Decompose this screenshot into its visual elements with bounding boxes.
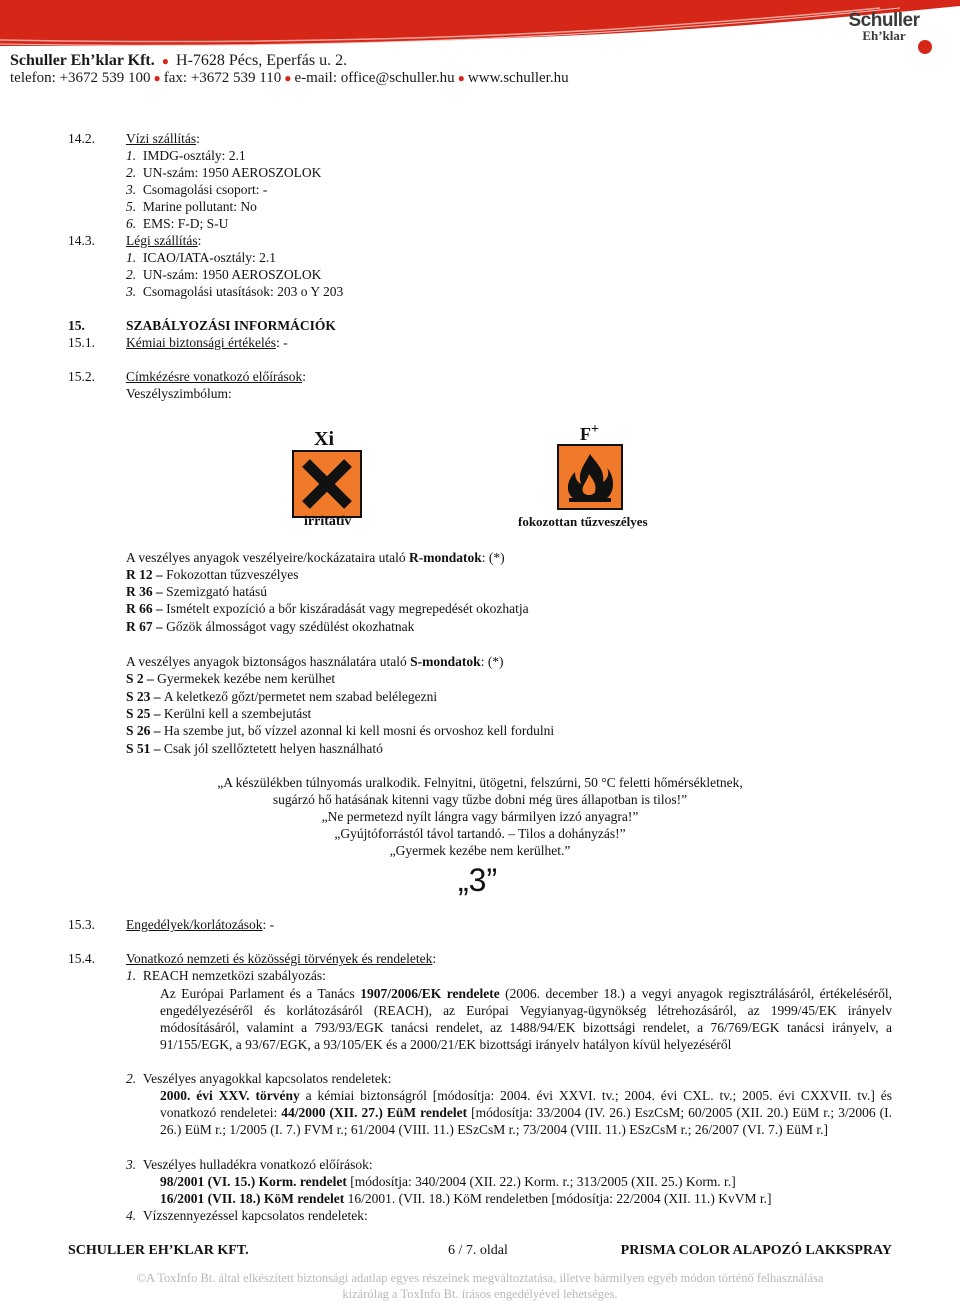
section-number: 14.2.	[68, 131, 95, 146]
r-phrase: R 36 – Szemizgató hatású	[126, 584, 267, 599]
list-item: 3. Veszélyes hulladékra vonatkozó előírások:	[126, 1157, 373, 1172]
bullet-icon: ●	[161, 54, 170, 68]
r-phrase: R 67 – Gőzök álmosságot vagy szédülést okozhatnak	[126, 619, 415, 634]
symbol-code: F+	[580, 422, 599, 444]
flame-icon	[557, 444, 623, 510]
section-number: 15.	[68, 318, 85, 333]
list-item: 2. Veszélyes anyagokkal kapcsolatos rendeletek:	[126, 1071, 392, 1086]
list-item: 6. EMS: F-D; S-U	[126, 216, 229, 231]
list-item: 1. IMDG-osztály: 2.1	[126, 148, 246, 163]
section-number: 15.3.	[68, 917, 95, 932]
warning-note: „Gyermek kezébe nem kerülhet.”	[389, 843, 571, 858]
page-number: 6 / 7. oldal	[448, 1243, 508, 1258]
s-phrase: S 26 – Ha szembe jut, bő vízzel azonnal ki kell mosni és orvoshoz kell fordulni	[126, 723, 555, 738]
r-phrase: R 12 – Fokozottan tűzveszélyes	[126, 567, 299, 582]
s-phrase: S 2 – Gyermekek kezébe nem kerülhet	[126, 671, 336, 686]
page-header	[0, 0, 960, 95]
fax: fax: +3672 539 110	[163, 70, 282, 86]
section-number: 15.1.	[68, 335, 95, 350]
section-title: Engedélyek/korlátozások: -	[126, 917, 275, 932]
email: e-mail: office@schuller.hu	[294, 70, 455, 86]
section-title: Kémiai biztonsági értékelés: -	[126, 335, 288, 350]
section-title: Légi szállítás:	[126, 233, 202, 248]
logo-line1: Schuller	[848, 10, 920, 31]
company-line	[10, 52, 347, 70]
list-item: 2. UN-szám: 1950 AEROSZOLOK	[126, 267, 322, 282]
warning-note: sugárzó hő hatásának kitenni vagy tűzbe dobni még üres állapotban is tilos!”	[272, 792, 688, 807]
list-item: 5. Marine pollutant: No	[126, 199, 257, 214]
section-title: Vízi szállítás:	[126, 131, 200, 146]
list-item: 1. ICAO/IATA-osztály: 2.1	[126, 250, 277, 265]
section-title: Vonatkozó nemzeti és közösségi törvények és rendeletek:	[126, 951, 437, 966]
bullet-icon: ●	[457, 71, 465, 85]
s-phrases-intro: A veszélyes anyagok biztonságos használatára utaló S-mondatok: (*)	[126, 654, 504, 669]
aerosol-mark: „3”	[458, 862, 498, 898]
section-title: Címkézésre vonatkozó előírások:	[126, 369, 306, 384]
waste-regulation: 98/2001 (VI. 15.) Korm. rendelet [módosítja: 340/2004 (XII. 22.) Korm. r.; 313/2005 (XII. 25.) Korm. r.]	[160, 1174, 736, 1189]
company-address: H-7628 Pécs, Eperfás u. 2.	[176, 52, 348, 69]
r-phrases-intro: A veszélyes anyagok veszélyeire/kockázataira utaló R-mondatok: (*)	[126, 550, 505, 565]
copyright-notice: ©A ToxInfo Bt. által elkészített biztonsági adatlap egyes részeinek megváltoztatása, illetve bármilyen egyéb módon történő felhasználása kizárólag a ToxInfo Bt. írásos engedélyével lehetséges.	[136, 1271, 824, 1301]
hazardous-substances-paragraph: 2000. évi XXV. törvény a kémiai biztonságról [módosítja: 2004. évi XXVI. tv.; 2004. évi CXL. tv.; 2005. évi CXXVII. tv.] és vonatkozó rendeletei: 44/2000 (XII. 27.) EüM rendelet [módosítja: 33/2004 (IV. 26.) EszCsM; 60/2005 (XII. 20.) EüM r.; 3/2006 (I. 26.) EüM r.; 1/2005 (I. 7.) FVM r.; 61/2004 (VIII. 11.) ESzCsM r.; 73/2004 (VIII. 11.) ESzCsM r.; 26/2007 (VI. 7.) EüM r.]	[160, 1088, 892, 1137]
list-item: 3. Csomagolási utasítások: 203 o Y 203	[126, 284, 344, 299]
footer-product: PRISMA COLOR ALAPOZÓ LAKKSPRAY	[620, 1243, 892, 1258]
symbol-name: fokozottan tűzveszélyes	[518, 514, 648, 529]
warning-note: „Gyújtóforrástól távol tartandó. – Tilos a dohányzás!”	[334, 826, 626, 841]
s-phrase: S 25 – Kerülni kell a szembejutást	[126, 706, 312, 721]
symbol-label: Veszélyszimbólum:	[126, 386, 232, 401]
list-item: 4. Vízszennyezéssel kapcsolatos rendeletek:	[126, 1208, 368, 1223]
reach-paragraph: Az Európai Parlament és a Tanács 1907/2006/EK rendelete (2006. december 18.) a vegyi anyagok regisztrálásáról, értékeléséről, engedélyezéséről és korlátozásáról (REACH), az Európai Vegyianyag-ügynökség létrehozásáról, az 1999/45/EK irányelv módosításáról, valamint a 793/93/EGK tanácsi rendelet, az 1488/94/EK bizottsági rendelet, a 76/769/EGK tanácsi irányelv, a 91/155/EGK, a 93/67/EGK, a 93/105/EK és a 2000/21/EK bizottsági irányelv hatályon kívül helyezéséről	[160, 986, 892, 1052]
phone: telefon: +3672 539 100	[10, 70, 151, 86]
logo-line2: Eh’klar	[862, 28, 906, 43]
list-item: 3. Csomagolási csoport: -	[126, 182, 268, 197]
website: www.schuller.hu	[467, 70, 569, 86]
company-name: Schuller Eh’klar Kft.	[10, 52, 155, 69]
r-phrase: R 66 – Ismételt expozíció a bőr kiszáradását vagy megrepedését okozhatja	[126, 601, 529, 616]
bullet-icon: ●	[284, 71, 292, 85]
logo-mark-icon	[912, 34, 938, 60]
symbol-code: Xi	[314, 428, 334, 450]
section-number: 15.2.	[68, 369, 95, 384]
section-heading: SZABÁLYOZÁSI INFORMÁCIÓK	[126, 318, 336, 333]
section-number: 14.3.	[68, 233, 95, 248]
warning-note: „Ne permetezd nyílt lángra vagy bármilyen izzó anyagra!”	[321, 809, 639, 824]
footer-company: SCHULLER EH’KLAR KFT.	[68, 1243, 249, 1258]
warning-note: „A készülékben túlnyomás uralkodik. Felnyitni, ütögetni, felszúrni, 50 °C feletti hőmérsékletnek,	[217, 775, 743, 790]
company-logo	[834, 10, 934, 44]
symbol-name: irritatív	[304, 514, 352, 529]
bullet-icon: ●	[153, 71, 161, 85]
waste-regulation: 16/2001 (VII. 18.) KöM rendelet 16/2001. (VII. 18.) KöM rendeletben [módosítja: 22/2004 (XII. 11.) KvVM r.]	[160, 1191, 772, 1206]
irritant-cross-icon	[292, 450, 362, 518]
contact-line	[10, 70, 569, 87]
section-number: 15.4.	[68, 951, 95, 966]
list-item: 2. UN-szám: 1950 AEROSZOLOK	[126, 165, 322, 180]
s-phrase: S 23 – A keletkező gőzt/permetet nem szabad belélegezni	[126, 689, 438, 704]
s-phrase: S 51 – Csak jól szellőztetett helyen használható	[126, 741, 383, 756]
list-item: 1. REACH nemzetközi szabályozás:	[126, 968, 326, 983]
